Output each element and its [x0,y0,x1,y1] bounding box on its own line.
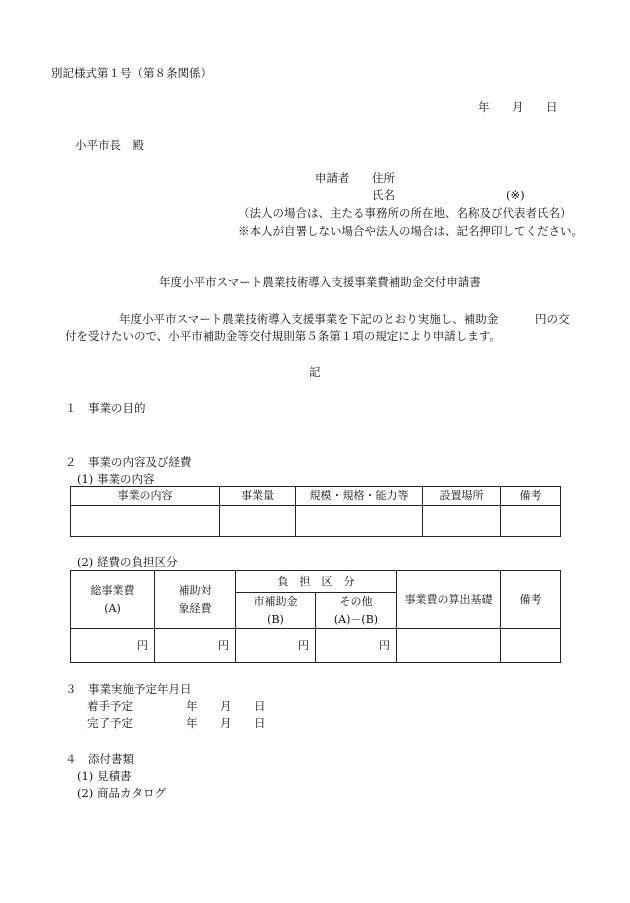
start-month: 月 [220,699,232,713]
section3-heading: ３ 事業実施予定年月日 [65,682,192,696]
attachment-item: (2) 商品カタログ [77,786,166,800]
cell-content [71,506,220,537]
cell-remarks2 [501,629,561,663]
start-day: 日 [254,699,266,713]
content-table [70,486,561,537]
section2-heading: ２ 事業の内容及び経費 [65,455,192,469]
th-city [236,593,316,629]
cell-remarks [501,506,561,537]
cell-volume [220,506,296,537]
corp-note: （法人の場合は、主たる事務所の所在地、名称及び代表者氏名） [238,206,572,220]
cell-location [423,506,501,537]
section4-heading: ４ 添付書類 [65,752,134,766]
cell-subsidy-target: 円 [155,629,236,663]
th-subsidy-target-1: 補助対 [178,584,212,598]
cell-total: 円 [71,629,155,663]
body-line2: 付を受けたいので、小平市補助金等交付規則第５条第１項の規定により申請します。 [65,329,501,343]
th-subsidy-target [155,571,236,629]
th-volume: 事業量 [220,487,296,506]
cell-basis [397,629,501,663]
start-label: 着手予定 [87,699,133,713]
th-total-label: 総事業費 [90,584,135,598]
th-scale: 規模・規格・能力等 [296,487,423,506]
th-subsidy-target-2: 象経費 [178,601,212,615]
end-year: 年 [186,716,198,730]
attachment-item: (1) 見積書 [77,769,132,783]
date-day: 日 [546,100,558,114]
document-title: 年度小平市スマート農業技術導入支援事業費補助金交付申請書 [159,275,481,289]
cell-other: 円 [316,629,397,663]
address-label: 住所 [372,171,395,185]
start-year: 年 [186,699,198,713]
ki-mark: 記 [309,365,321,379]
th-city-label: 市補助金 [253,595,298,609]
end-month: 月 [220,716,232,730]
th-basis: 事業費の算出基礎 [397,571,501,629]
section2-sub2: (2) 経費の負担区分 [77,555,178,569]
seal-note: ※本人が自署しない場合や法人の場合は、記名押印してください。 [238,224,583,238]
applicant-label: 申請者 [315,171,350,185]
th-remarks: 備考 [501,487,561,506]
cell-scale [296,506,423,537]
th-remarks2: 備考 [501,571,561,629]
th-city-sub: (B) [267,612,284,626]
date-year: 年 [478,100,490,114]
form-id: 別記様式第１号（第８条関係） [51,66,212,80]
th-other [316,593,397,629]
th-content: 事業の内容 [71,487,220,506]
end-day: 日 [254,716,266,730]
section2-sub1: (1) 事業の内容 [77,472,155,486]
date-month: 月 [512,100,524,114]
th-location: 設置場所 [423,487,501,506]
th-total [71,571,155,629]
section1-heading: １ 事業の目的 [65,401,146,415]
th-other-sub: (A)－(B) [333,612,379,626]
end-label: 完了予定 [87,716,133,730]
body-line1-a: 年度小平市スマート農業技術導入支援事業を下記のとおり実施し、補助金 [119,312,499,326]
th-other-label: その他 [339,595,373,609]
body-line1-b: 円の交 [535,312,570,326]
cost-table [70,570,561,663]
cell-city: 円 [236,629,316,663]
addressee: 小平市長 殿 [75,138,144,152]
seal-mark: (※) [506,188,525,202]
th-burden: 負 担 区 分 [236,571,397,593]
name-label: 氏名 [372,188,395,202]
th-total-sub: (A) [104,601,121,615]
